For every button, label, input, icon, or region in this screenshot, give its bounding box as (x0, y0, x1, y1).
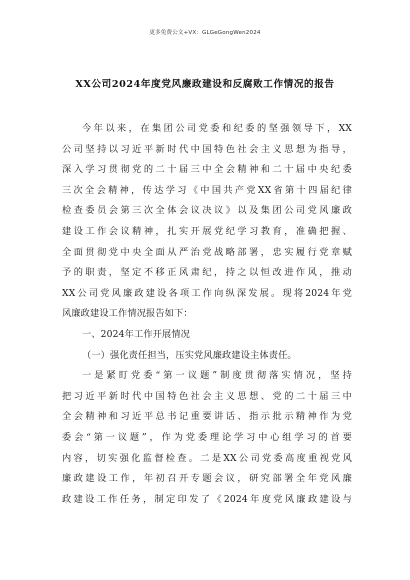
section-heading: 一、2024年工作开展情况 (82, 328, 191, 340)
paragraph-line: 公司坚持以习近平新时代中国特色社会主义思想为指导， (62, 143, 352, 155)
subsection-heading: （一）强化责任担当，压实党风廉政建设主体责任。 (82, 349, 297, 361)
paragraph-line: 今年以来，在集团公司党委和纪委的坚强领导下，XX (82, 123, 352, 134)
paragraph-line: 委会“第一议题”，作为党委理论学习中心组学习的首要 (62, 431, 352, 443)
paragraph-line: 风廉政建设工作情况报告如下： (62, 308, 193, 320)
paragraph-line: 予的职责，坚定不移正风肃纪，持之以恒改进作风，推动 (62, 267, 352, 279)
paragraph-line: 三次全会精神，传达学习《中国共产党XX省第十四届纪律 (62, 184, 352, 196)
paragraph-line: 廉政建设工作，年初召开专题会议，研究部署全年党风廉 (62, 473, 352, 485)
paragraph-line: 把习近平新时代中国特色社会主义思想、党的二十届三中 (62, 390, 352, 402)
paragraph-line: 政建设工作任务，制定印发了《2024年度党风廉政建设与 (62, 493, 352, 505)
document-body (62, 119, 352, 510)
document-title: XX公司2024年度党风廉政建设和反腐败工作情况的报告 (75, 79, 335, 90)
paragraph-line: 全面贯彻党中央全面从严治党战略部署，忠实履行党章赋 (62, 246, 352, 258)
paragraph-line: 深入学习贯彻党的二十届三中全会精神和二十届中央纪委 (62, 164, 352, 176)
paragraph-line: 一是紧盯党委“第一议题”制度贯彻落实情况，坚持 (82, 370, 352, 382)
paragraph-line: XX公司党风廉政建设各项工作向纵深发展。现将2024年党 (62, 287, 352, 299)
paragraph-line: 内容，切实强化监督检查。二是XX公司党委高度重视党风 (62, 452, 352, 464)
paragraph-line: 建设工作会议精神，扎实开展党纪学习教育，准确把握、 (62, 225, 352, 237)
paragraph-line: 全会精神和习近平总书记重要讲话、指示批示精神作为党 (62, 411, 352, 423)
paragraph-line: 检查委员会第三次全体会议决议》以及集团公司党风廉政 (62, 205, 352, 217)
header-watermark: 更多免费公文+VX：GLGeGongWen2024 (149, 30, 261, 36)
